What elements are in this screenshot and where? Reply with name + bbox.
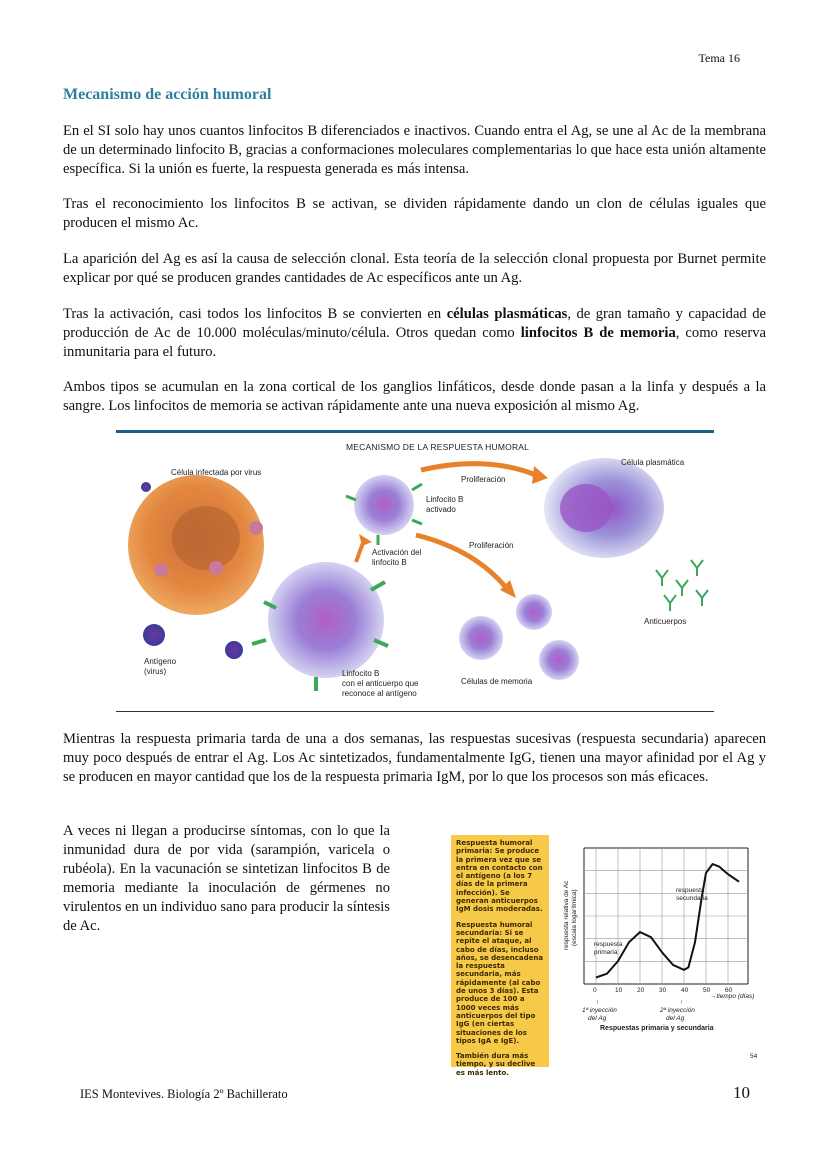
plasma-cell xyxy=(544,458,664,558)
chart-x-tick-label: 50 xyxy=(703,987,711,994)
label-b-cell-2: con el anticuerpo que xyxy=(342,679,419,688)
footer-institution: IES Montevives. Biología 2º Bachillerato xyxy=(80,1087,288,1101)
paragraph-3: La aparición del Ag es así la causa de selección clonal. Esta teoría de la selección clonal propuesta por Burnet permite explicar por qué se producen grandes cantidades de Ac específicos ante un Ag. xyxy=(63,251,766,286)
paragraph-7: A veces ni llegan a producirse síntomas, con lo que la inmunidad dura de por vida (sarampión, varicela o rubéola). En la vacunación se sintetizan linfocitos B de memoria mediante la inoculación de gérmenes no virulentos en un individuo sano para producir la síntesis de Ac. xyxy=(63,823,390,934)
label-b-cell-1: Linfocito B xyxy=(342,669,380,678)
injection-1-label: 1ª inyección xyxy=(582,1007,617,1014)
source-page-number: 54 xyxy=(750,1053,758,1060)
bold-term-plasma-cells: células plasmáticas xyxy=(446,306,568,322)
annotation-primary-1: respuesta xyxy=(594,941,623,948)
label-proliferation-top: Proliferación xyxy=(461,475,506,484)
injection-1-label-2: del Ag xyxy=(588,1015,607,1022)
paragraph-1: En el SI solo hay unos cuantos linfocitos B diferenciados e inactivos. Cuando entra el Ag, se une al Ac de la membrana de un determinado linfocito B, gracias a conformaciones moleculares complementarias lo que hace esta unión altamente específica. Si la unión es fuerte, la respuesta generada es más intensa. xyxy=(63,123,766,177)
label-memory-cells: Células de memoria xyxy=(461,677,533,686)
label-plasma-cell: Célula plasmática xyxy=(621,458,685,467)
chart-grid xyxy=(584,848,748,984)
secondary-response-note: Respuesta humoral secundaria: Si se repite el ataque, al cabo de días, incluso años, se desencadena la respuesta secundaria, más rápidamente (al cabo de unos 3 días). Esta produce de 100 a 1000 veces más anticuerpos del tipo IgG (en ciertas situaciones de los tipos IgA e IgE). xyxy=(456,920,544,1045)
p4-text: , de gran tamaño y capacidad de producción de Ac de 10.000 moléculas/minuto/célula. Otros quedan como xyxy=(63,306,766,341)
injection-2-arrow-icon: ↑ xyxy=(680,999,684,1006)
chart-x-tick-label: 10 xyxy=(615,987,623,994)
antibody-response-chart xyxy=(556,840,770,1065)
p4-text: , como reserva inmunitaria para el futuro. xyxy=(63,325,766,360)
primary-response-note: Respuesta humoral primaria: Se produce la primera vez que se entra en contacto con el antígeno (a los 7 días de la primera infección). Se generan anticuerpos IgM dosis moderadas. xyxy=(456,839,543,914)
infected-cell xyxy=(128,475,264,615)
chart-x-tick-label: 60 xyxy=(725,987,733,994)
label-activated-1: Linfocito B xyxy=(426,495,464,504)
label-antibodies: Anticuerpos xyxy=(644,617,687,626)
memory-cells xyxy=(459,594,579,680)
paragraph-4 xyxy=(63,305,766,362)
annotation-primary-2: primaria xyxy=(594,949,618,956)
chart-x-tick-label: 0 xyxy=(593,987,597,994)
proliferation-arrow-top-icon xyxy=(421,464,536,475)
label-activation-2: linfocito B xyxy=(372,558,407,567)
injection-1-arrow-icon: ↑ xyxy=(596,999,600,1006)
chart-title: Respuestas primaria y secundaria xyxy=(600,1025,714,1032)
injection-2-label: 2ª inyección xyxy=(660,1007,695,1014)
label-antigen: Antígeno xyxy=(144,657,177,666)
chart-ylabel-1: respuesta relativa de Ac xyxy=(563,880,570,950)
label-activation-1: Activación del xyxy=(372,548,422,557)
humoral-response-figure xyxy=(116,430,714,712)
figure-illustration xyxy=(116,430,714,712)
annotation-secondary-1: respuesta xyxy=(676,887,705,894)
chart-series-line xyxy=(596,864,739,977)
paragraph-5: Ambos tipos se acumulan en la zona cortical de los ganglios linfáticos, desde donde pasan a la linfa y después a la sangre. Los linfocitos de memoria se activan rápidamente ante una nueva exposición al mismo Ag. xyxy=(63,379,766,414)
bold-term-memory-cells: linfocitos B de memoria xyxy=(520,325,676,341)
proliferation-arrowhead-top-icon xyxy=(532,466,548,484)
chart-x-tick-label: 20 xyxy=(637,987,645,994)
header-topic: Tema 16 xyxy=(698,51,740,65)
label-activated-2: activado xyxy=(426,505,456,514)
label-b-cell-3: reconoce al antígeno xyxy=(342,689,417,698)
annotation-secondary-2: secundaria xyxy=(676,895,708,902)
label-antigen-virus: (virus) xyxy=(144,667,167,676)
injection-2-label-2: del Ag xyxy=(666,1015,685,1022)
section-title: Mecanismo de acción humoral xyxy=(63,86,272,103)
chart-ylabel-2: (escala logarítmica) xyxy=(571,889,578,946)
antibodies-icon xyxy=(656,560,708,611)
label-proliferation-mid: Proliferación xyxy=(469,541,514,550)
paragraph-2: Tras el reconocimiento los linfocitos B se activan, se dividen rápidamente dando un clon de células iguales que producen el mismo Ac. xyxy=(63,196,766,231)
figure-bottom-line xyxy=(116,711,714,712)
paragraph-6: Mientras la respuesta primaria tarda de una a dos semanas, las respuestas sucesivas (respuesta secundaria) aparecen muy poco después de entrar el Ag. Los Ac sintetizados, fundamentalmente IgG, tienen una mayor afinidad por el Ag y se producen en mayor cantidad que los de la respuesta primaria IgM, por lo que los procesos son más eficaces. xyxy=(63,731,766,785)
figure-title: MECANISMO DE LA RESPUESTA HUMORAL xyxy=(346,442,530,452)
duration-note: También dura más tiempo, y su declive es más lento. xyxy=(456,1052,536,1077)
chart-x-tick-label: 40 xyxy=(681,987,689,994)
response-info-box xyxy=(451,835,549,1077)
activated-b-cell xyxy=(346,475,422,545)
label-infected-cell: Célula infectada por virus xyxy=(171,468,262,477)
footer-page-number: 10 xyxy=(733,1083,750,1102)
p4-text: Tras la activación, casi todos los linfocitos B se convierten en xyxy=(63,306,447,322)
chart-xlabel: →tiempo (días) xyxy=(710,993,755,1000)
chart-x-tick-label: 30 xyxy=(659,987,667,994)
